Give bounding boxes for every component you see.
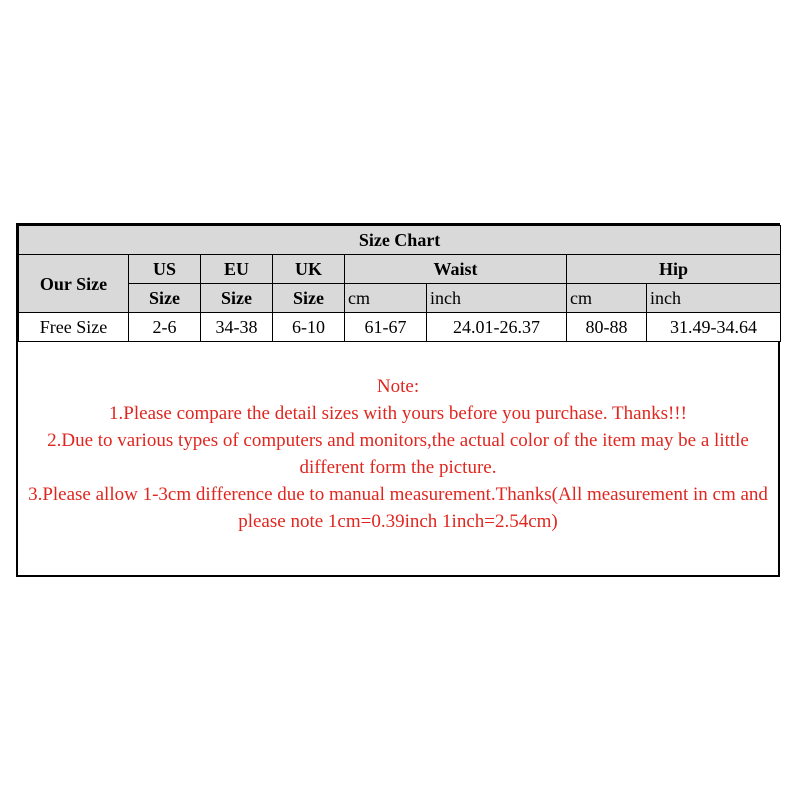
- size-chart-panel: [16, 223, 780, 577]
- header-waist: Waist: [345, 255, 567, 284]
- header-row-2: [19, 284, 781, 313]
- cell-hip-inch: 31.49-34.64: [647, 313, 781, 342]
- cell-hip-cm: 80-88: [567, 313, 647, 342]
- table-row: [19, 313, 781, 342]
- cell-our-size: Free Size: [19, 313, 129, 342]
- header-eu-line1: EU: [201, 255, 273, 284]
- header-our-size: Our Size: [19, 255, 129, 313]
- notes-block: [18, 373, 778, 535]
- cell-waist-cm: 61-67: [345, 313, 427, 342]
- cell-uk: 6-10: [273, 313, 345, 342]
- cell-us: 2-6: [129, 313, 201, 342]
- note-heading: Note:: [376, 376, 420, 397]
- hip-unit-cm: cm: [567, 284, 647, 313]
- cell-eu: 34-38: [201, 313, 273, 342]
- note-line-1: 1.Please compare the detail sizes with yours before you purchase. Thanks!!!: [109, 403, 687, 424]
- header-uk-line2: Size: [273, 284, 345, 313]
- header-us-line1: US: [129, 255, 201, 284]
- hip-unit-inch: inch: [647, 284, 781, 313]
- header-uk-line1: UK: [273, 255, 345, 284]
- note-line-3: 3.Please allow 1-3cm difference due to manual measurement.Thanks(All measurement in cm and please note 1cm=0.39inch 1inch=2.54cm): [28, 484, 768, 532]
- header-us-line2: Size: [129, 284, 201, 313]
- waist-unit-cm: cm: [345, 284, 427, 313]
- size-chart-table: [18, 225, 781, 342]
- table-title: Size Chart: [19, 226, 781, 255]
- cell-waist-inch: 24.01-26.37: [427, 313, 567, 342]
- title-row: [19, 226, 781, 255]
- header-row-1: [19, 255, 781, 284]
- waist-unit-inch: inch: [427, 284, 567, 313]
- note-line-2: 2.Due to various types of computers and monitors,the actual color of the item may be a little different form the picture.: [47, 430, 749, 478]
- header-hip: Hip: [567, 255, 781, 284]
- header-eu-line2: Size: [201, 284, 273, 313]
